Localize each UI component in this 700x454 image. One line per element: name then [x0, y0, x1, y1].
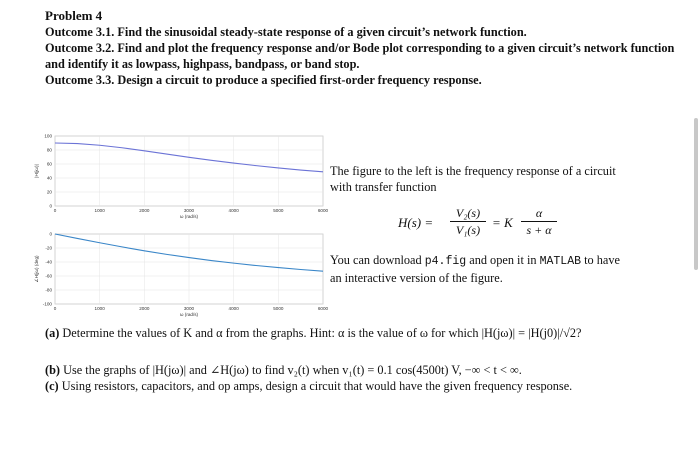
figure-description: The figure to the left is the frequency response of a circuit with transfer function	[330, 164, 616, 194]
x-axis-label: ω (rad/s)	[179, 312, 199, 317]
formula-denominator-s-alpha: s + α	[526, 223, 552, 237]
problem-title: Problem 4	[45, 8, 103, 23]
phase-plot-svg	[30, 228, 330, 324]
transfer-function	[398, 206, 568, 242]
outcome-label: Outcome 3.3.	[45, 73, 115, 87]
x-tick-label: 4000	[228, 208, 239, 213]
x-tick-label: 3000	[183, 306, 195, 311]
question-text: Using resistors, capacitors, and op amps, design a circuit that would have the given frequency response.	[61, 379, 573, 393]
y-tick-label: 60	[46, 161, 52, 167]
y-axis-label: ∠H(jω) (deg)	[34, 255, 39, 283]
x-tick-label: 4000	[228, 306, 239, 311]
x-tick-label: 0	[53, 208, 57, 213]
y-tick-label: 100	[44, 133, 52, 139]
fraction-v2-v1	[450, 206, 486, 237]
x-tick-label: 6000	[317, 208, 329, 213]
y-tick-label: 0	[49, 203, 52, 209]
download-pre: You can download	[330, 253, 425, 267]
y-tick-label: -40	[45, 259, 52, 265]
formula-denominator-v1: V₁(s)	[455, 223, 481, 237]
magnitude-plot-svg	[30, 130, 330, 226]
problem-header	[45, 8, 685, 88]
x-axis-label: ω (rad/s)	[179, 214, 199, 219]
question-a	[45, 326, 665, 341]
x-tick-label: 5000	[273, 306, 284, 311]
x-tick-label: 0	[53, 306, 57, 311]
y-tick-label: -100	[42, 301, 52, 307]
y-tick-label: 80	[46, 147, 52, 153]
question-c	[45, 379, 665, 394]
x-tick-label: 3000	[183, 208, 195, 213]
x-tick-label: 2000	[139, 306, 150, 311]
y-tick-label: -20	[45, 245, 52, 251]
phase-plot	[30, 228, 330, 324]
question-text: Use the graphs of |H(jω)| and ∠H(jω) to find v₂(t) when v₁(t) = 0.1 cos(4500t) V, −∞ < t < ∞.	[63, 363, 522, 377]
outcome-label: Outcome 3.1.	[45, 25, 115, 39]
x-tick-label: 1000	[94, 208, 105, 213]
formula-numerator-v2: V₂(s)	[455, 206, 481, 220]
formula-numerator-alpha: α	[535, 206, 543, 220]
download-note	[330, 252, 630, 286]
matlab-name: MATLAB	[539, 255, 582, 268]
x-tick-label: 1000	[94, 306, 105, 311]
outcome-3-1	[45, 24, 685, 40]
question-label: (b)	[45, 363, 61, 377]
y-tick-label: -80	[45, 287, 52, 293]
x-tick-label: 5000	[273, 208, 284, 213]
question-label: (c)	[45, 379, 59, 393]
fraction-alpha	[521, 206, 557, 237]
question-label: (a)	[45, 326, 60, 340]
outcome-text: Find the sinusoidal steady-state response of a given circuit’s network function.	[117, 25, 527, 39]
figure-file-name: p4.fig	[424, 255, 467, 268]
outcome-text: Find and plot the frequency response and/or Bode plot corresponding to a given circuit’s network function and identify it as lowpass, highpass, bandpass, or band stop.	[45, 41, 675, 71]
formula-lhs: H(s) =	[398, 215, 434, 230]
question-text: Determine the values of K and α from the graphs. Hint: α is the value of ω for which |H(jω)| = |H(j0)|/√2?	[62, 326, 582, 340]
page-scrollbar[interactable]	[694, 118, 698, 270]
outcome-label: Outcome 3.2.	[45, 41, 115, 55]
formula-mid: = K	[492, 215, 513, 230]
outcome-3-2	[45, 40, 685, 72]
download-post: to have an interactive version of the figure.	[330, 253, 620, 285]
y-tick-label: 0	[49, 231, 52, 237]
y-tick-label: 20	[46, 189, 52, 195]
fraction-bar	[521, 221, 557, 222]
y-tick-label: -60	[45, 273, 52, 279]
x-tick-label: 6000	[317, 306, 329, 311]
download-mid: and open it in	[466, 253, 540, 267]
question-b	[45, 363, 665, 378]
x-tick-label: 2000	[139, 208, 150, 213]
y-tick-label: 40	[46, 175, 52, 181]
outcome-3-3	[45, 72, 685, 88]
magnitude-plot	[30, 130, 330, 226]
outcome-text: Design a circuit to produce a specified first-order frequency response.	[117, 73, 482, 87]
fraction-bar	[450, 221, 486, 222]
y-axis-label: |H(jω)|	[34, 164, 39, 178]
